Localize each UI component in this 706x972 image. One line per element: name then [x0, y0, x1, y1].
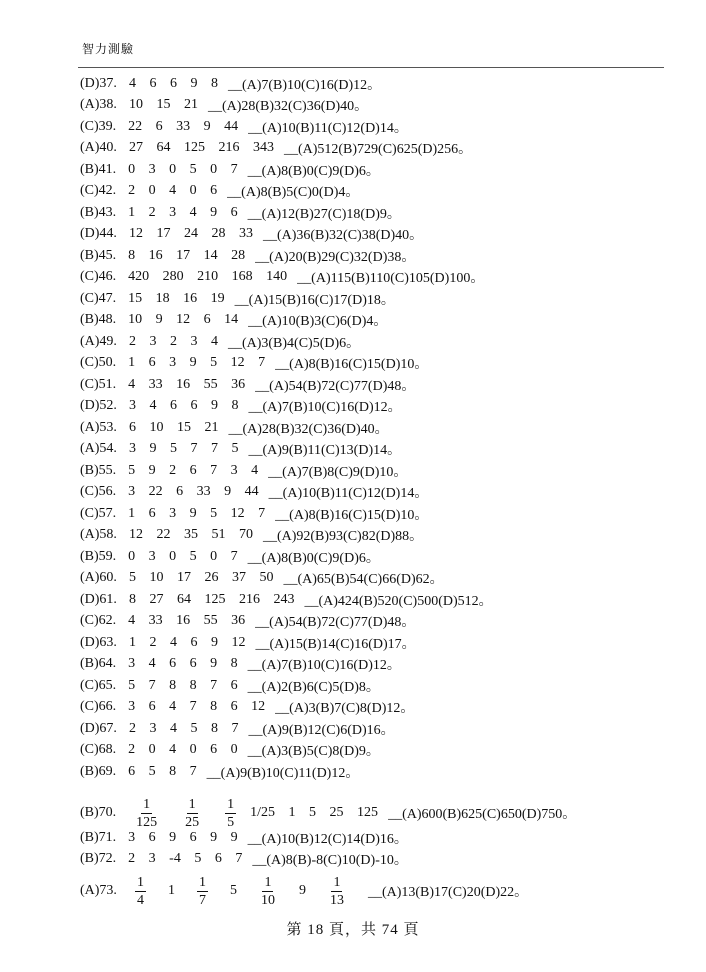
- header-title: 智力測驗: [82, 42, 135, 56]
- question-number: (D)37.: [80, 76, 117, 91]
- question-number: (C)56.: [80, 484, 117, 499]
- answer-options: __(A)65(B)54(C)66(D)62。: [283, 572, 444, 587]
- answer-options: __(A)15(B)16(C)17(D)18。: [234, 293, 395, 308]
- question-row: [80, 633, 416, 653]
- question-row: [80, 117, 408, 137]
- answer-options: __(A)15(B)14(C)16(D)17。: [255, 637, 416, 652]
- question-number: (C)42.: [80, 183, 117, 198]
- question-number: (A)40.: [80, 140, 117, 155]
- answer-options: __(A)10(B)11(C)12(D)14。: [248, 121, 408, 136]
- sequence-number: 9: [298, 883, 306, 898]
- number-sequence: 3 4 6 6 9 8: [128, 656, 238, 671]
- number-sequence: 4 33 16 55 36: [128, 613, 246, 628]
- question-number: (D)61.: [80, 592, 117, 607]
- question-row: [80, 793, 576, 833]
- sequence-number: 5: [229, 883, 237, 898]
- answer-options: __(A)12(B)27(C)18(D)9。: [247, 207, 401, 222]
- question-number: (B)43.: [80, 205, 117, 220]
- fraction: [197, 874, 208, 909]
- question-row: [80, 461, 407, 481]
- answer-options: __(A)3(B)5(C)8(D)9。: [247, 744, 380, 759]
- question-number: (C)65.: [80, 678, 117, 693]
- question-row: [80, 525, 423, 545]
- question-row: [80, 396, 402, 416]
- fraction: [328, 874, 346, 909]
- number-sequence: 3 22 6 33 9 44: [128, 484, 259, 499]
- question-row: [80, 504, 428, 524]
- question-row: [80, 375, 415, 395]
- question-number: (B)71.: [80, 830, 117, 845]
- question-number: (A)73.: [80, 883, 117, 898]
- number-sequence: 2 3 4 5 8 7: [128, 721, 239, 736]
- fraction-numerator: 1: [264, 874, 272, 890]
- question-row: [80, 95, 368, 115]
- number-sequence: 8 16 17 14 28: [128, 248, 246, 263]
- number-sequence: 5 10 17 26 37 50: [128, 570, 274, 585]
- question-row: [80, 676, 380, 696]
- number-sequence: 1 6 3 9 5 12 7: [128, 506, 266, 521]
- answer-options: __(A)54(B)72(C)77(D)48。: [255, 379, 416, 394]
- question-row: [80, 181, 359, 201]
- question-number: (B)72.: [80, 851, 117, 866]
- question-row: [80, 418, 389, 438]
- question-number: (A)54.: [80, 441, 117, 456]
- question-row: [80, 697, 414, 717]
- answer-options: __(A)3(B)4(C)5(D)6。: [227, 336, 361, 351]
- answer-options: __(A)13(B)17(C)20(D)22。: [367, 885, 529, 900]
- fraction: [183, 796, 201, 831]
- number-sequence: 12 17 24 28 33: [128, 226, 253, 241]
- question-number: (A)53.: [80, 420, 117, 435]
- number-sequence: 3 6 4 7 8 6 12: [128, 699, 266, 714]
- number-sequence: 2 3 2 3 4: [128, 334, 218, 349]
- answer-options: __(A)54(B)72(C)77(D)48。: [255, 615, 416, 630]
- number-sequence: 10 9 12 6 14: [128, 312, 239, 327]
- question-row: [80, 482, 428, 502]
- fraction: [259, 874, 277, 909]
- number-sequence: 22 6 33 9 44: [128, 119, 239, 134]
- number-sequence: 8 27 64 125 216 243: [128, 592, 295, 607]
- question-row: [80, 332, 360, 352]
- number-sequence: 1 2 4 6 9 12: [128, 635, 246, 650]
- fraction-denominator: 4: [136, 892, 144, 908]
- question-number: (C)39.: [80, 119, 117, 134]
- number-sequence: 3 6 9 6 9 9: [128, 830, 238, 845]
- question-number: (C)66.: [80, 699, 117, 714]
- question-row: [80, 310, 387, 330]
- answer-options: __(A)7(B)8(C)9(D)10。: [268, 465, 408, 480]
- answer-options: __(A)8(B)-8(C)10(D)-10。: [252, 853, 408, 868]
- question-number: (B)41.: [80, 162, 117, 177]
- answer-options: __(A)512(B)729(C)625(D)256。: [283, 142, 473, 157]
- answer-options: __(A)28(B)32(C)36(D)40。: [228, 422, 389, 437]
- number-sequence: 1 2 3 4 9 6: [128, 205, 238, 220]
- number-sequence: 27 64 125 216 343: [128, 140, 274, 155]
- question-row: [80, 246, 415, 266]
- fraction: [135, 874, 146, 909]
- question-number: (C)62.: [80, 613, 117, 628]
- number-sequence: 2 0 4 0 6 0: [128, 742, 238, 757]
- question-row: [80, 719, 395, 739]
- question-row: [80, 590, 493, 610]
- number-sequence: 15 18 16 19: [128, 291, 225, 306]
- question-number: (B)59.: [80, 549, 117, 564]
- question-number: (C)50.: [80, 355, 117, 370]
- number-sequence: 0 3 0 5 0 7: [128, 549, 238, 564]
- fraction-denominator: 7: [198, 892, 206, 908]
- question-row: [80, 138, 472, 158]
- question-row: [80, 740, 380, 760]
- sequence-number: 1: [167, 883, 175, 898]
- question-row: [80, 547, 380, 567]
- number-sequence: 3 9 5 7 7 5: [128, 441, 239, 456]
- fraction-numerator: 1: [188, 796, 196, 812]
- question-number: (A)58.: [80, 527, 117, 542]
- answer-options: __(A)600(B)625(C)650(D)750。: [388, 807, 577, 822]
- number-sequence: 420 280 210 168 140: [128, 269, 288, 284]
- fraction: [225, 796, 236, 831]
- number-sequence: 10 15 21: [128, 97, 198, 112]
- number-sequence: 5 7 8 8 7 6: [128, 678, 238, 693]
- question-row: [80, 828, 408, 848]
- answer-options: __(A)7(B)10(C)16(D)12。: [247, 658, 401, 673]
- number-sequence: 1/25 1 5 25 125: [250, 805, 379, 820]
- question-number: (D)63.: [80, 635, 117, 650]
- question-number: (D)52.: [80, 398, 117, 413]
- question-number: (B)55.: [80, 463, 117, 478]
- question-row: [80, 74, 381, 94]
- question-row: [80, 224, 423, 244]
- answer-options: __(A)9(B)11(C)13(D)14。: [248, 443, 402, 458]
- question-row: [80, 568, 444, 588]
- answer-options: __(A)10(B)12(C)14(D)16。: [247, 832, 408, 847]
- number-sequence: 4 6 6 9 8: [128, 76, 218, 91]
- fraction-denominator: 5: [227, 814, 235, 830]
- question-number: (B)64.: [80, 656, 117, 671]
- answer-options: __(A)36(B)32(C)38(D)40。: [262, 228, 424, 243]
- number-sequence: 2 3 -4 5 6 7: [128, 851, 243, 866]
- number-sequence: 2 0 4 0 6: [128, 183, 218, 198]
- question-row: [80, 762, 359, 782]
- question-number: (B)45.: [80, 248, 117, 263]
- question-number: (D)67.: [80, 721, 117, 736]
- page-footer: 第 18 頁，共 74 頁: [286, 922, 420, 938]
- header-rule: [78, 67, 664, 68]
- question-row: [80, 267, 484, 287]
- answer-options: __(A)10(B)3(C)6(D)4。: [248, 314, 388, 329]
- answer-options: __(A)424(B)520(C)500(D)512。: [304, 594, 493, 609]
- question-number: (A)38.: [80, 97, 117, 112]
- number-sequence: 12 22 35 51 70: [128, 527, 253, 542]
- answer-options: __(A)8(B)16(C)15(D)10。: [275, 357, 429, 372]
- number-sequence: 6 10 15 21: [128, 420, 219, 435]
- fraction-numerator: 1: [198, 874, 206, 890]
- question-row: [80, 439, 401, 459]
- number-sequence: 3 4 6 6 9 8: [128, 398, 239, 413]
- number-sequence: 5 9 2 6 7 3 4: [128, 463, 259, 478]
- answer-options: __(A)28(B)32(C)36(D)40。: [207, 99, 369, 114]
- question-number: (B)48.: [80, 312, 117, 327]
- question-row: [80, 611, 415, 631]
- fraction-numerator: 1: [143, 796, 151, 812]
- fraction-denominator: 10: [260, 892, 275, 908]
- question-number: (C)47.: [80, 291, 117, 306]
- fraction-denominator: 13: [329, 892, 344, 908]
- answer-options: __(A)92(B)93(C)82(D)88。: [262, 529, 424, 544]
- answer-options: __(A)8(B)0(C)9(D)6。: [247, 551, 380, 566]
- fraction-denominator: 125: [136, 814, 158, 830]
- answer-options: __(A)8(B)0(C)9(D)6。: [247, 164, 380, 179]
- question-number: (C)68.: [80, 742, 117, 757]
- number-sequence: 1 6 3 9 5 12 7: [128, 355, 266, 370]
- answer-options: __(A)3(B)7(C)8(D)12。: [275, 701, 415, 716]
- number-sequence: 4 33 16 55 36: [128, 377, 246, 392]
- answer-options: __(A)115(B)110(C)105(D)100。: [297, 271, 485, 286]
- question-row: [80, 203, 401, 223]
- question-row: [80, 654, 401, 674]
- question-row: [80, 289, 395, 309]
- answer-options: __(A)9(B)12(C)6(D)16。: [248, 723, 395, 738]
- fraction-numerator: 1: [333, 874, 341, 890]
- answer-options: __(A)8(B)5(C)0(D)4。: [227, 185, 360, 200]
- number-sequence: 6 5 8 7: [128, 764, 197, 779]
- question-number: (C)57.: [80, 506, 117, 521]
- answer-options: __(A)8(B)16(C)15(D)10。: [275, 508, 429, 523]
- answer-options: __(A)2(B)6(C)5(D)8。: [247, 680, 380, 695]
- question-number: (B)70.: [80, 805, 117, 820]
- question-number: (C)51.: [80, 377, 117, 392]
- answer-options: __(A)9(B)10(C)11(D)12。: [206, 766, 360, 781]
- answer-options: __(A)7(B)10(C)16(D)12。: [227, 78, 382, 93]
- answer-options: __(A)10(B)11(C)12(D)14。: [268, 486, 429, 501]
- fraction: [134, 796, 159, 831]
- fraction-denominator: 25: [185, 814, 200, 830]
- question-number: (D)44.: [80, 226, 117, 241]
- question-row: [80, 871, 528, 911]
- fraction-numerator: 1: [136, 874, 144, 890]
- question-number: (C)46.: [80, 269, 117, 284]
- question-row: [80, 849, 408, 869]
- number-sequence: 0 3 0 5 0 7: [128, 162, 238, 177]
- fraction-numerator: 1: [227, 796, 235, 812]
- answer-options: __(A)20(B)29(C)32(D)38。: [255, 250, 416, 265]
- question-number: (A)49.: [80, 334, 117, 349]
- question-row: [80, 353, 428, 373]
- answer-options: __(A)7(B)10(C)16(D)12。: [248, 400, 402, 415]
- question-number: (B)69.: [80, 764, 117, 779]
- question-number: (A)60.: [80, 570, 117, 585]
- question-row: [80, 160, 380, 180]
